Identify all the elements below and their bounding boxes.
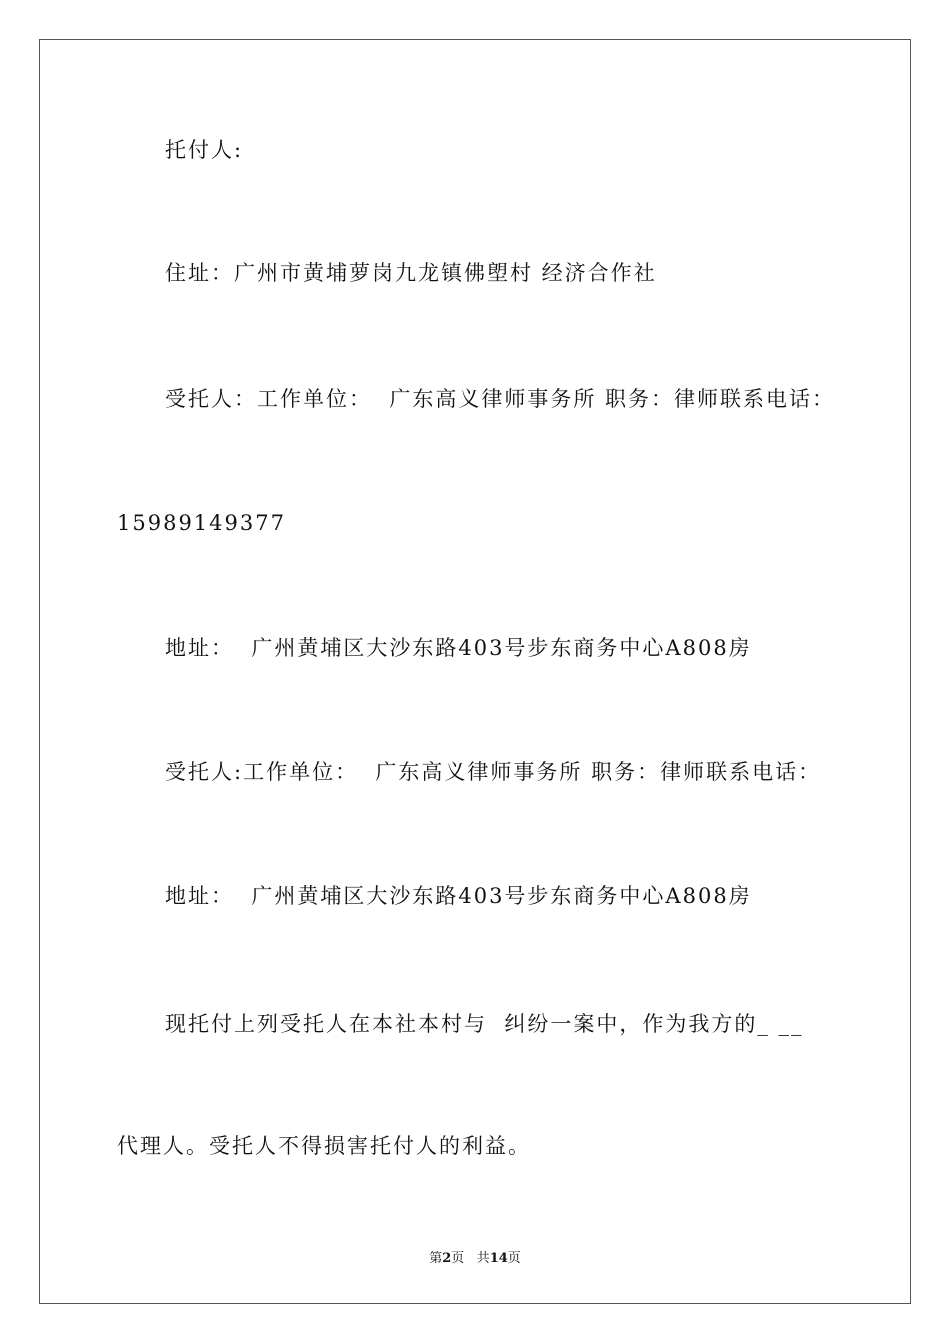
agent-2-work-unit: 受托人:工作单位： 广东高义律师事务所 职务：律师联系电话： [165,760,822,784]
page-frame [39,39,911,1304]
agent-1-work-unit: 受托人：工作单位： 广东高义律师事务所 职务：律师联系电话： [165,387,836,411]
entrustment-statement-continued: 代理人。受托人不得损害托付人的利益。 [117,1134,531,1158]
principal-label: 托付人: [165,138,244,162]
page-footer [0,1247,950,1266]
footer-total-suffix: 页 [507,1251,521,1266]
footer-page-suffix: 页 [451,1251,465,1266]
agent-1-address: 地址： 广州黄埔区大沙东路403号步东商务中心A808房 [165,636,752,660]
principal-address: 住址：广州市黄埔萝岗九龙镇佛塱村 经济合作社 [165,261,657,285]
footer-page-number: 2 [442,1251,452,1266]
footer-total-pages: 14 [489,1251,508,1266]
footer-prefix: 第 [429,1251,443,1266]
entrustment-statement: 现托付上列受托人在本社本村与 纠纷一案中，作为我方的_ __ [165,1012,804,1036]
footer-total-prefix: 共 [476,1251,490,1266]
agent-1-phone: 15989149377 [117,511,286,535]
agent-2-address: 地址： 广州黄埔区大沙东路403号步东商务中心A808房 [165,884,752,908]
